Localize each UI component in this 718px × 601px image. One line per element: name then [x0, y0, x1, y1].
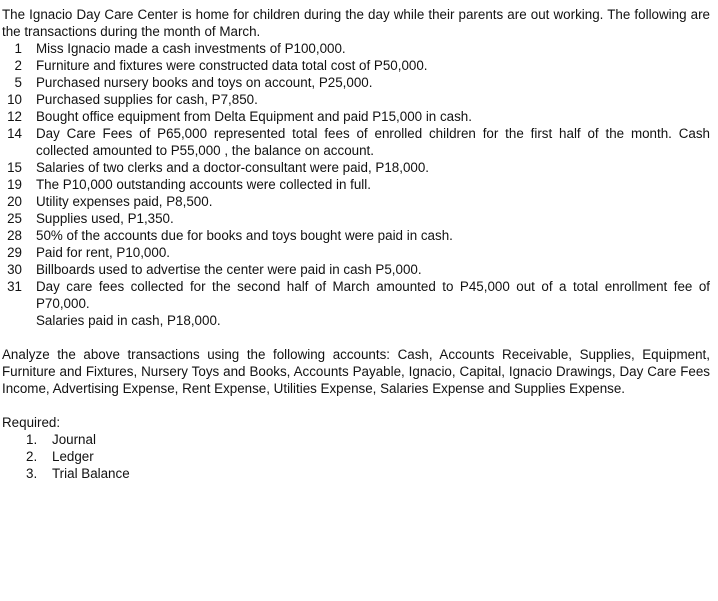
list-item	[2, 465, 710, 482]
list-item	[2, 125, 710, 159]
required-item-number: 1.	[26, 432, 38, 447]
list-item	[2, 40, 710, 57]
list-item	[2, 176, 710, 193]
transaction-text: Billboards used to advertise the center were paid in cash P5,000.	[36, 262, 422, 277]
transaction-text: Purchased supplies for cash, P7,850.	[36, 92, 258, 107]
list-item	[2, 244, 710, 261]
transaction-text: Supplies used, P1,350.	[36, 211, 174, 226]
list-item	[2, 193, 710, 210]
transaction-text: Utility expenses paid, P8,500.	[36, 194, 213, 209]
list-item	[2, 227, 710, 244]
transaction-text: The P10,000 outstanding accounts were collected in full.	[36, 177, 371, 192]
required-section	[2, 414, 710, 482]
list-item	[2, 91, 710, 108]
transaction-day: 28	[7, 228, 22, 243]
transaction-text: Furniture and fixtures were constructed data total cost of P50,000.	[36, 58, 428, 73]
transaction-text: Paid for rent, P10,000.	[36, 245, 170, 260]
required-item-number: 2.	[26, 449, 38, 464]
transaction-day: 20	[7, 194, 22, 209]
transaction-day: 10	[7, 92, 22, 107]
transaction-day: 5	[14, 75, 22, 90]
transaction-day: 31	[7, 279, 22, 294]
list-item	[2, 261, 710, 278]
intro-paragraph: The Ignacio Day Care Center is home for children during the day while their parents are out working. The following are the transactions during the month of March.	[2, 7, 710, 39]
transaction-day: 19	[7, 177, 22, 192]
transaction-day: 29	[7, 245, 22, 260]
transaction-text: 50% of the accounts due for books and toys bought were paid in cash.	[36, 228, 453, 243]
list-item	[2, 74, 710, 91]
transaction-text: Miss Ignacio made a cash investments of P100,000.	[36, 41, 346, 56]
transaction-day: 14	[7, 126, 22, 141]
list-item	[2, 448, 710, 465]
transaction-day: 15	[7, 160, 22, 175]
extra-transaction-line: Salaries paid in cash, P18,000.	[36, 313, 221, 328]
list-item	[2, 278, 710, 312]
transaction-day: 30	[7, 262, 22, 277]
required-item-text: Journal	[52, 432, 96, 447]
required-heading: Required:	[2, 415, 61, 430]
transaction-text: Day care fees collected for the second half of March amounted to P45,000 out of a total enrollment fee of P70,000.	[36, 279, 710, 311]
list-item	[2, 431, 710, 448]
transaction-text: Day Care Fees of P65,000 represented total fees of enrolled children for the first half of the month. Cash collected amounted to P55,000 , the balance on account.	[36, 126, 710, 158]
list-item	[2, 159, 710, 176]
transaction-text: Bought office equipment from Delta Equipment and paid P15,000 in cash.	[36, 109, 472, 124]
transaction-day: 1	[14, 41, 22, 56]
list-item	[2, 108, 710, 125]
transaction-day: 25	[7, 211, 22, 226]
transaction-day: 12	[7, 109, 22, 124]
transaction-text: Purchased nursery books and toys on account, P25,000.	[36, 75, 373, 90]
list-item	[2, 57, 710, 74]
transaction-day: 2	[14, 58, 22, 73]
analyze-paragraph: Analyze the above transactions using the following accounts: Cash, Accounts Receivable, Supplies, Equipment, Furniture and Fixtures, Nursery Toys and Books, Accounts Payable, Ignacio, Capital, Ignacio Drawings, Day Care Fees Income, Advertising Expense, Rent Expense, Utilities Expense, Salaries Expense and Supplies Expense.	[2, 347, 710, 396]
required-item-text: Trial Balance	[52, 466, 130, 481]
list-item	[2, 210, 710, 227]
transaction-text: Salaries of two clerks and a doctor-consultant were paid, P18,000.	[36, 160, 430, 175]
required-item-text: Ledger	[52, 449, 94, 464]
transaction-list	[2, 40, 710, 329]
required-item-number: 3.	[26, 466, 38, 481]
